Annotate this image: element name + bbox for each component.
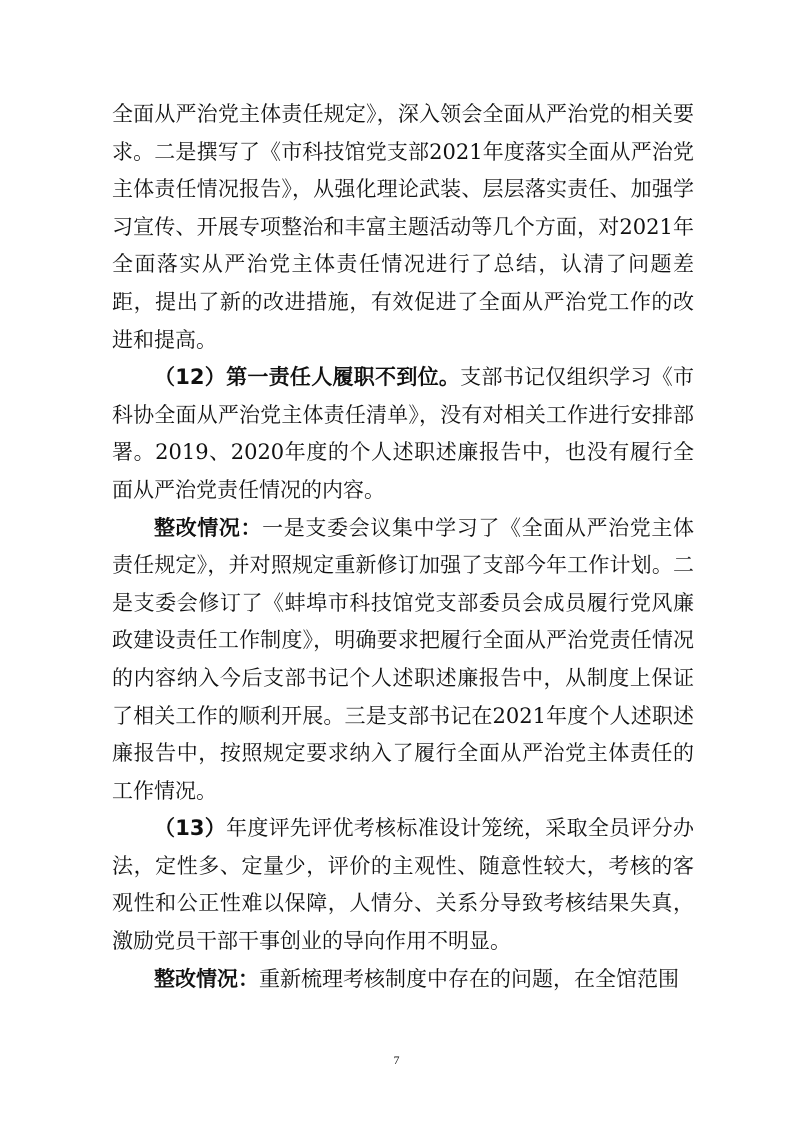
paragraph-text: 一是支委会议集中学习了《全面从严治党主体责任规定》，并对照规定重新修订加强了支部今年工作计划。二是支委会修订了《蚌埠市科技馆党支部委员会成员履行党风廉政建设责任工作制度》，明确要求把履行全面从严治党责任情况的内容纳入今后支部书记个人述职述廉报告中，从制度上保证了相关工作的顺利开展。三是支部书记在2021年度个人述职述廉报告中，按照规定要求纳入了履行全面从严治党主体责任的工作情况。 — [112, 515, 694, 803]
issue-number: （13） — [154, 816, 227, 841]
paragraph-issue-12 — [112, 359, 694, 509]
page-number: 7 — [393, 1053, 400, 1067]
paragraph-text: 支部书记仅组织学习《市科协全面从严治党主体责任清单》，没有对相关工作进行安排部署。2019、2020年度的个人述职述廉报告中，也没有履行全面从严治党责任情况的内容。 — [112, 365, 694, 502]
paragraph-rectification-13 — [112, 961, 694, 999]
rectification-heading: 整改情况： — [154, 966, 259, 991]
rectification-heading: 整改情况： — [154, 515, 263, 540]
paragraph-text: 重新梳理考核制度中存在的问题，在全馆范围 — [259, 966, 679, 991]
issue-heading: （12）第一责任人履职不到位。 — [154, 365, 461, 390]
paragraph-text: 全面从严治党主体责任规定》，深入领会全面从严治党的相关要求。二是撰写了《市科技馆党支部2021年度落实全面从严治党主体责任情况报告》，从强化理论武装、层层落实责任、加强学习宣传、开展专项整治和丰富主题活动等几个方面，对2021年全面落实从严治党主体责任情况进行了总结，认清了问题差距，提出了新的改进措施，有效促进了全面从严治党工作的改进和提高。 — [112, 102, 694, 352]
paragraph-text: 年度评先评优考核标准设计笼统，采取全员评分办法，定性多、定量少，评价的主观性、随意性较大，考核的客观性和公正性难以保障，人情分、关系分导致考核结果失真，激励党员干部干事创业的导向作用不明显。 — [112, 816, 694, 954]
paragraph-continuation — [112, 96, 694, 359]
document-body — [112, 96, 694, 998]
paragraph-rectification-12 — [112, 510, 694, 811]
paragraph-issue-13 — [112, 810, 694, 960]
